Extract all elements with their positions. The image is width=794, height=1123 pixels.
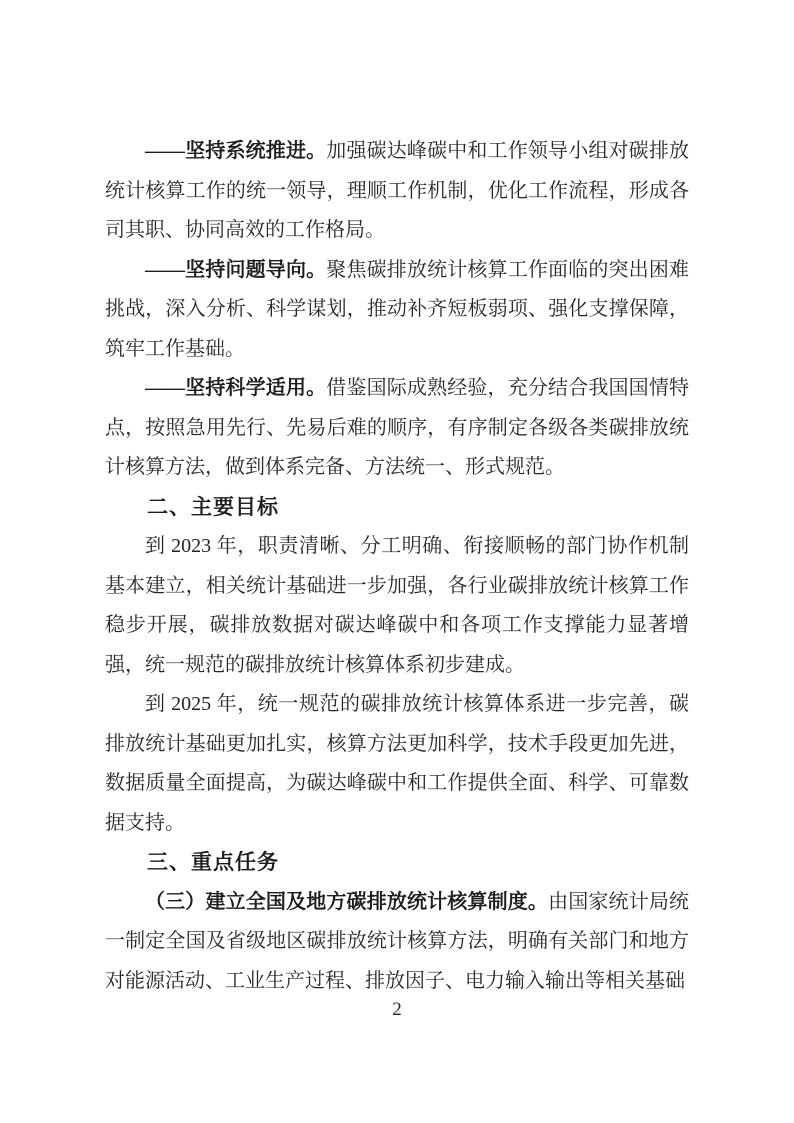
paragraph-body: 加强碳达峰碳中和工作领导小组对碳排放统计核算工作的统一领导，理顺工作机制，优化工作流程，形成各司其职、协同高效的工作格局。 <box>105 140 690 241</box>
page-footer <box>0 999 794 1021</box>
em-dash-paragraph-science <box>105 369 689 488</box>
paragraph-body: 由国家统计局统一制定全国及省级地区碳排放统计核算方法，明确有关部门和地方对能源活动、工业生产过程、排放因子、电力输入输出等相关基础 <box>105 890 690 992</box>
em-dash-paragraph-system <box>105 132 689 251</box>
paragraph-lead: （三）建立全国及地方碳排放统计核算制度。 <box>145 890 549 913</box>
paragraph-lead: ——坚持问题导向。 <box>145 258 327 281</box>
em-dash-paragraph-problem <box>105 251 689 370</box>
paragraph-body: 聚焦碳排放统计核算工作面临的突出困难挑战，深入分析、科学谋划，推动补齐短板弱项、强化支撑保障，筑牢工作基础。 <box>105 258 690 360</box>
section-heading-key-tasks: 三、重点任务 <box>147 851 279 874</box>
page-number: 2 <box>392 999 402 1020</box>
body-paragraph-2025: 到 2025 年，统一规范的碳排放统计核算体系进一步完善，碳排放统计基础更加扎实，核算方法更加科学，技术手段更加先进，数据质量全面提高，为碳达峰碳中和工作提供全面、科学、可靠数据支持。 <box>105 693 689 834</box>
body-paragraph-2023: 到 2023 年，职责清晰、分工明确、衔接顺畅的部门协作机制基本建立，相关统计基础进一步加强，各行业碳排放统计核算工作稳步开展，碳排放数据对碳达峰碳中和各项工作支撑能力显著增强，统一规范的碳排放统计核算体系初步建成。 <box>105 535 689 676</box>
paragraph-lead: ——坚持系统推进。 <box>145 140 327 162</box>
em-dash-paragraph-accounting-system <box>105 883 689 1002</box>
paragraph-body: 借鉴国际成熟经验，充分结合我国国情特点，按照急用先行、先易后难的顺序，有序制定各级各类碳排放统计核算方法，做到体系完备、方法统一、形式规范。 <box>105 377 690 478</box>
paragraph-lead: ——坚持科学适用。 <box>145 377 327 399</box>
page-content <box>105 132 689 1001</box>
section-heading-main-goals: 二、主要目标 <box>147 495 279 519</box>
